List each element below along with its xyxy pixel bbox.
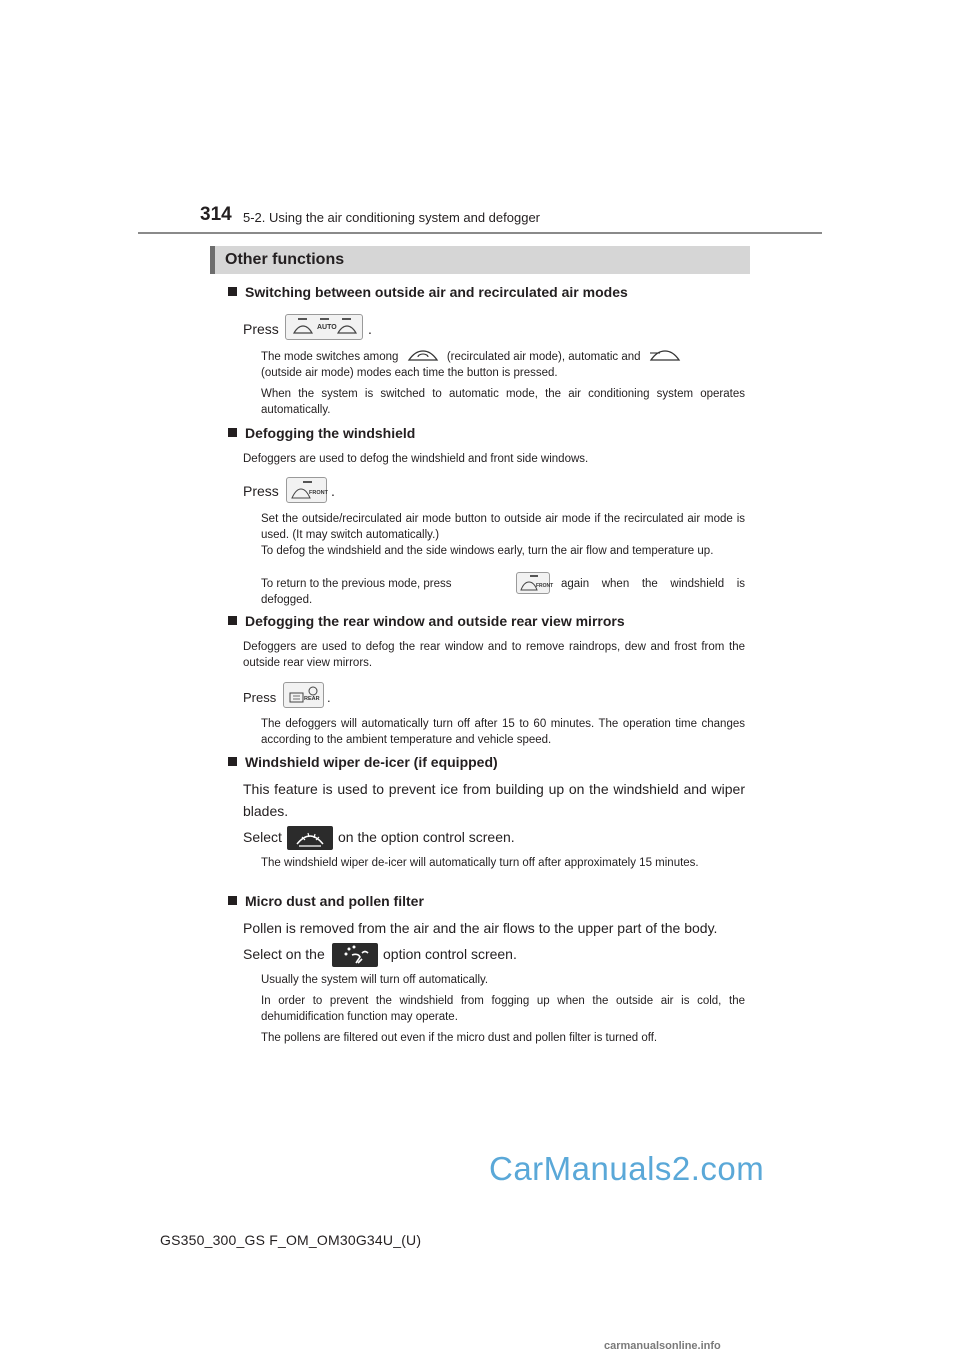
heading-wiper-deicer: Windshield wiper de-icer (if equipped) (228, 754, 498, 770)
running-head: 5-2. Using the air conditioning system and defogger (243, 210, 541, 225)
heading-defog-windshield: Defogging the windshield (228, 425, 415, 441)
source-watermark: carmanualsonline.info (604, 1340, 721, 1352)
press-end-outside-air: . (368, 321, 372, 337)
section-title: Other functions (225, 251, 345, 268)
note-return-b: again when the windshield is defogged. (261, 578, 745, 606)
press-line-defog-front: Press (243, 483, 279, 499)
press-end-defog-front: . (331, 483, 335, 499)
select-a-pollen: Select on the (243, 946, 325, 962)
note-defog-windshield: Set the outside/recirculated air mode button to outside air mode if the recirculated air mode is used. (It may switch automatically.) To defog the windshield and the side windows early, turn the air flow and temperature up. (261, 513, 745, 557)
select-b-pollen: option control screen. (383, 946, 517, 962)
note-defog-rear: The defoggers will automatically turn off after 15 to 60 minutes. The operation time changes according to the ambient temperature and vehicle speed. (261, 718, 745, 746)
pollen-filter-icon (332, 943, 378, 967)
select-b-wiper: on the option control screen. (338, 829, 515, 845)
rear-defogger-button-icon: REAR (283, 682, 324, 708)
note-return-a: To return to the previous mode, press (261, 578, 452, 590)
note-mode-switch: The mode switches among (recirculated air mode), automatic and (outside air mode) modes each time the button is pressed. (261, 349, 745, 381)
outside-air-icon (648, 349, 682, 363)
note-pollen-1: Usually the system will turn off automatically. (261, 974, 489, 986)
footer-doc-code: GS350_300_GS F_OM_OM30G34U_(U) (160, 1232, 422, 1248)
note-wiper-deicer: The windshield wiper de-icer will automatically turn off after approximately 15 minutes. (261, 857, 699, 869)
page-number: 314 (200, 204, 232, 225)
select-a-wiper: Select (243, 829, 282, 845)
heading-pollen-filter: Micro dust and pollen filter (228, 893, 424, 909)
front-defogger-button-icon-inline: FRONT (516, 572, 550, 594)
section-title-bar (210, 246, 750, 274)
recirculated-air-icon (406, 349, 440, 363)
intro-defog-windshield: Defoggers are used to defog the windshield and front side windows. (243, 453, 589, 465)
intro-defog-rear: Defoggers are used to defog the rear window and to remove raindrops, dew and frost from the outside rear view mirrors. (243, 641, 745, 669)
press-line-outside-air: Press (243, 321, 279, 337)
front-defogger-button-icon: FRONT (286, 477, 327, 503)
press-end-defog-rear: . (327, 690, 331, 705)
heading-defog-rear: Defogging the rear window and outside rear view mirrors (228, 613, 625, 629)
auto-air-button-icon: AUTO (285, 314, 363, 340)
press-line-defog-rear: Press (243, 690, 277, 705)
note-auto-mode: When the system is switched to automatic mode, the air conditioning system operates automatically. (261, 388, 745, 416)
intro-pollen-filter: Pollen is removed from the air and the air flows to the upper part of the body. (243, 920, 718, 936)
heading-outside-air: Switching between outside air and recirculated air modes (228, 284, 628, 300)
wiper-deicer-icon (287, 826, 333, 850)
header-rule (138, 232, 822, 234)
note-pollen-2: In order to prevent the windshield from fogging up when the outside air is cold, the dehumidification function may operate. (261, 995, 745, 1023)
watermark-logo: CarManuals2.com (489, 1150, 765, 1187)
intro-wiper-deicer: This feature is used to prevent ice from building up on the windshield and wiper blades. (243, 781, 745, 819)
note-pollen-3: The pollens are filtered out even if the micro dust and pollen filter is turned off. (261, 1032, 658, 1044)
